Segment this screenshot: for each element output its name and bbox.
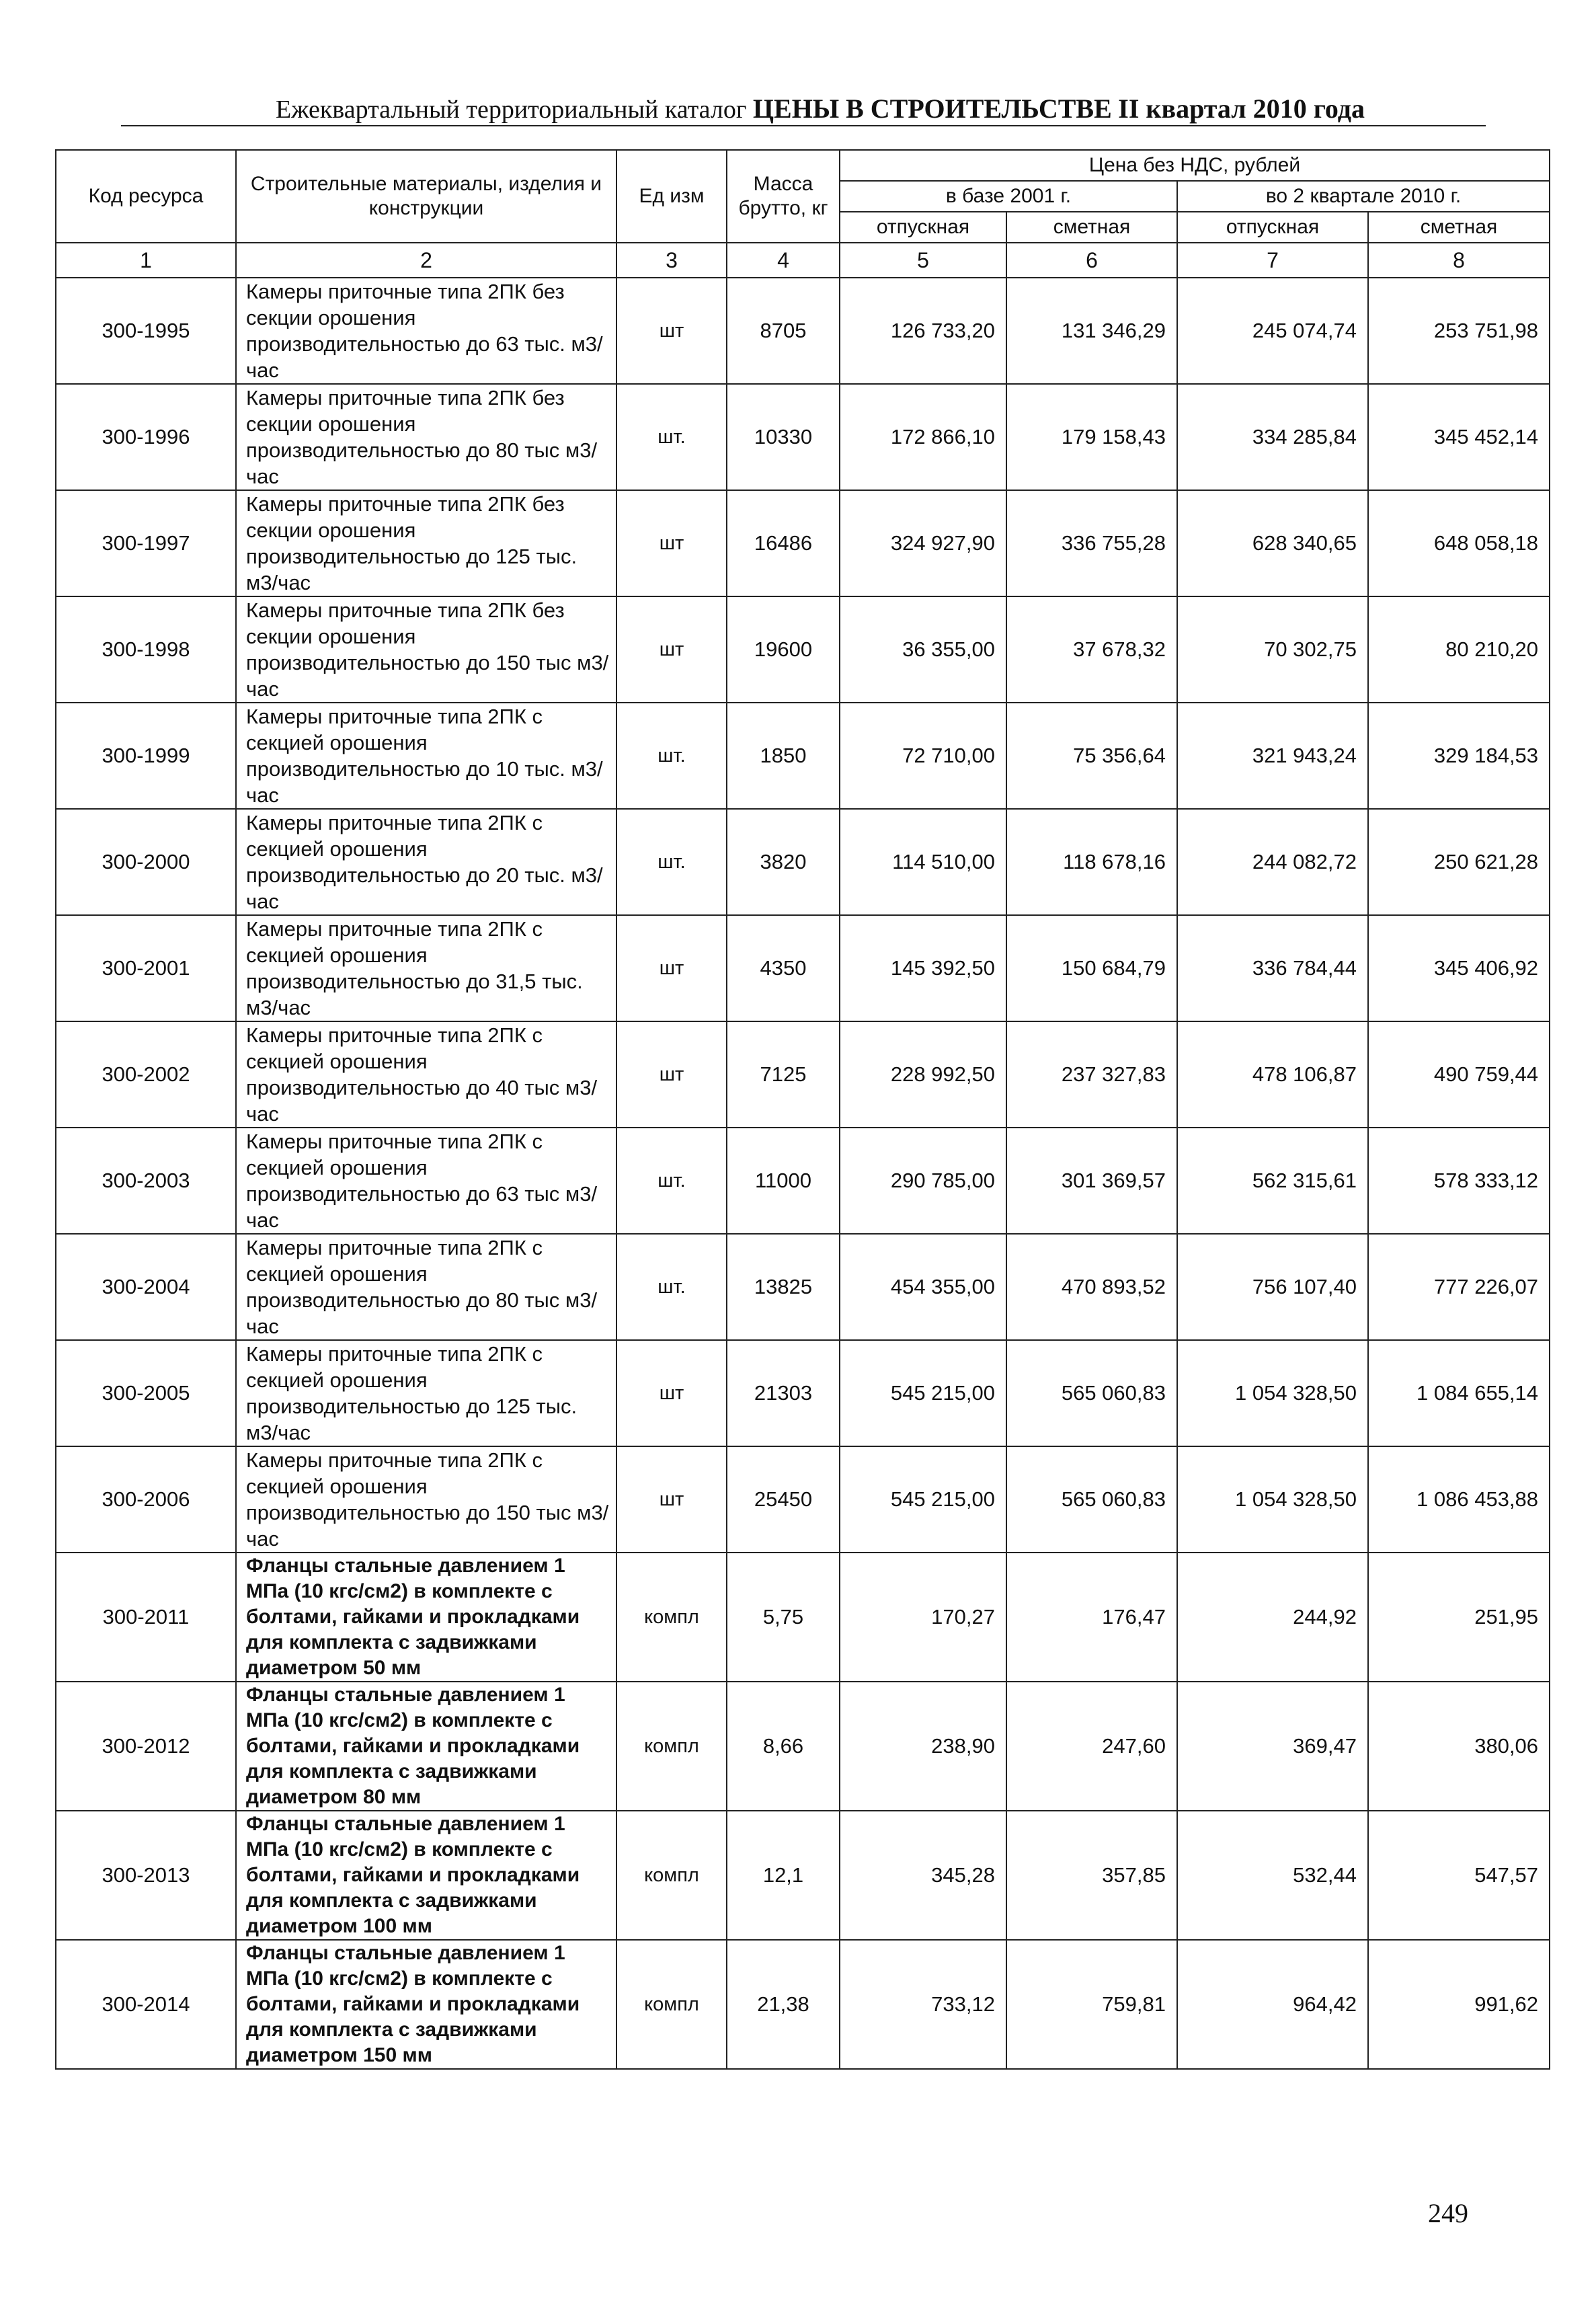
price-selling-2001: 36 355,00 <box>840 596 1006 703</box>
material-description: Камеры приточные типа 2ПК без секции орошения производительностью до 125 тыс. м3/час <box>236 490 616 596</box>
price-estimate-2001: 470 893,52 <box>1006 1234 1177 1340</box>
table-row <box>56 1553 1550 1682</box>
column-number: 2 <box>236 243 616 278</box>
unit-of-measure: шт <box>616 1446 727 1553</box>
unit-of-measure: шт <box>616 1021 727 1128</box>
table-row <box>56 278 1550 384</box>
price-estimate-2010: 578 333,12 <box>1368 1128 1550 1234</box>
material-description: Фланцы стальные давлением 1 МПа (10 кгс/см2) в комплекте с болтами, гайками и прокладками для комплекта с задвижками диаметром 50 мм <box>236 1553 616 1682</box>
resource-code: 300-1997 <box>56 490 236 596</box>
price-estimate-2001: 118 678,16 <box>1006 809 1177 915</box>
unit-of-measure: компл <box>616 1553 727 1682</box>
material-description: Камеры приточные типа 2ПК без секции орошения производительностью до 63 тыс. м3/час <box>236 278 616 384</box>
price-selling-2010: 244 082,72 <box>1177 809 1368 915</box>
page-header <box>121 89 1486 126</box>
header-q2-2010: во 2 квартале 2010 г. <box>1177 181 1550 212</box>
material-description: Камеры приточные типа 2ПК с секцией орошения производительностью до 125 тыс. м3/час <box>236 1340 616 1446</box>
material-description: Камеры приточные типа 2ПК без секции орошения производительностью до 150 тыс м3/час <box>236 596 616 703</box>
price-estimate-2010: 251,95 <box>1368 1553 1550 1682</box>
resource-code: 300-1995 <box>56 278 236 384</box>
resource-code: 300-2002 <box>56 1021 236 1128</box>
material-description: Фланцы стальные давлением 1 МПа (10 кгс/см2) в комплекте с болтами, гайками и прокладками для комплекта с задвижками диаметром 100 мм <box>236 1811 616 1940</box>
material-description: Камеры приточные типа 2ПК без секции орошения производительностью до 80 тыс м3/час <box>236 384 616 490</box>
price-selling-2010: 321 943,24 <box>1177 703 1368 809</box>
unit-of-measure: компл <box>616 1682 727 1811</box>
table-row <box>56 809 1550 915</box>
price-estimate-2001: 759,81 <box>1006 1940 1177 2069</box>
material-description: Камеры приточные типа 2ПК с секцией орошения производительностью до 10 тыс. м3/час <box>236 703 616 809</box>
column-number: 8 <box>1368 243 1550 278</box>
resource-code: 300-2014 <box>56 1940 236 2069</box>
price-estimate-2010: 490 759,44 <box>1368 1021 1550 1128</box>
price-estimate-2010: 648 058,18 <box>1368 490 1550 596</box>
gross-mass: 19600 <box>727 596 840 703</box>
header-material: Строительные материалы, изделия и конструкции <box>236 150 616 243</box>
price-estimate-2010: 991,62 <box>1368 1940 1550 2069</box>
table-row <box>56 1128 1550 1234</box>
unit-of-measure: шт <box>616 1340 727 1446</box>
price-estimate-2001: 150 684,79 <box>1006 915 1177 1021</box>
material-description: Камеры приточные типа 2ПК с секцией орошения производительностью до 31,5 тыс. м3/час <box>236 915 616 1021</box>
unit-of-measure: шт <box>616 278 727 384</box>
table-row <box>56 490 1550 596</box>
table-row <box>56 1340 1550 1446</box>
price-selling-2010: 336 784,44 <box>1177 915 1368 1021</box>
gross-mass: 11000 <box>727 1128 840 1234</box>
price-selling-2001: 145 392,50 <box>840 915 1006 1021</box>
gross-mass: 25450 <box>727 1446 840 1553</box>
unit-of-measure: компл <box>616 1940 727 2069</box>
material-description: Камеры приточные типа 2ПК с секцией орошения производительностью до 150 тыс м3/час <box>236 1446 616 1553</box>
price-selling-2010: 245 074,74 <box>1177 278 1368 384</box>
price-estimate-2001: 237 327,83 <box>1006 1021 1177 1128</box>
gross-mass: 21303 <box>727 1340 840 1446</box>
resource-code: 300-2006 <box>56 1446 236 1553</box>
column-number: 4 <box>727 243 840 278</box>
unit-of-measure: компл <box>616 1811 727 1940</box>
header-estimate-2001: сметная <box>1006 212 1177 243</box>
gross-mass: 16486 <box>727 490 840 596</box>
price-estimate-2001: 301 369,57 <box>1006 1128 1177 1234</box>
price-estimate-2010: 1 084 655,14 <box>1368 1340 1550 1446</box>
gross-mass: 4350 <box>727 915 840 1021</box>
price-selling-2010: 244,92 <box>1177 1553 1368 1682</box>
gross-mass: 3820 <box>727 809 840 915</box>
gross-mass: 13825 <box>727 1234 840 1340</box>
column-number: 3 <box>616 243 727 278</box>
gross-mass: 7125 <box>727 1021 840 1128</box>
unit-of-measure: шт. <box>616 384 727 490</box>
table-row <box>56 1021 1550 1128</box>
price-selling-2001: 345,28 <box>840 1811 1006 1940</box>
resource-code: 300-1999 <box>56 703 236 809</box>
header-title <box>276 93 1365 124</box>
price-selling-2001: 170,27 <box>840 1553 1006 1682</box>
price-estimate-2010: 80 210,20 <box>1368 596 1550 703</box>
price-estimate-2001: 176,47 <box>1006 1553 1177 1682</box>
price-selling-2010: 334 285,84 <box>1177 384 1368 490</box>
header-mass: Масса брутто, кг <box>727 150 840 243</box>
price-estimate-2010: 250 621,28 <box>1368 809 1550 915</box>
unit-of-measure: шт. <box>616 703 727 809</box>
column-number: 5 <box>840 243 1006 278</box>
price-estimate-2010: 329 184,53 <box>1368 703 1550 809</box>
header-base-2001: в базе 2001 г. <box>840 181 1177 212</box>
price-selling-2010: 628 340,65 <box>1177 490 1368 596</box>
resource-code: 300-1998 <box>56 596 236 703</box>
table-row <box>56 1940 1550 2069</box>
price-selling-2010: 478 106,87 <box>1177 1021 1368 1128</box>
unit-of-measure: шт <box>616 596 727 703</box>
resource-code: 300-1996 <box>56 384 236 490</box>
price-selling-2001: 72 710,00 <box>840 703 1006 809</box>
gross-mass: 21,38 <box>727 1940 840 2069</box>
price-estimate-2001: 565 060,83 <box>1006 1340 1177 1446</box>
resource-code: 300-2001 <box>56 915 236 1021</box>
material-description: Камеры приточные типа 2ПК с секцией орошения производительностью до 40 тыс м3/час <box>236 1021 616 1128</box>
column-number-row <box>56 243 1550 278</box>
price-selling-2010: 1 054 328,50 <box>1177 1340 1368 1446</box>
material-description: Камеры приточные типа 2ПК с секцией орошения производительностью до 80 тыс м3/час <box>236 1234 616 1340</box>
unit-of-measure: шт. <box>616 1128 727 1234</box>
resource-code: 300-2004 <box>56 1234 236 1340</box>
price-selling-2010: 70 302,75 <box>1177 596 1368 703</box>
price-estimate-2001: 357,85 <box>1006 1811 1177 1940</box>
unit-of-measure: шт. <box>616 809 727 915</box>
header-selling-2010: отпускная <box>1177 212 1368 243</box>
table-row <box>56 1446 1550 1553</box>
column-number: 1 <box>56 243 236 278</box>
price-selling-2001: 114 510,00 <box>840 809 1006 915</box>
header-estimate-2010: сметная <box>1368 212 1550 243</box>
unit-of-measure: шт <box>616 490 727 596</box>
price-estimate-2010: 1 086 453,88 <box>1368 1446 1550 1553</box>
header-selling-2001: отпускная <box>840 212 1006 243</box>
header-price: Цена без НДС, рублей <box>840 150 1550 181</box>
table-row <box>56 1234 1550 1340</box>
resource-code: 300-2003 <box>56 1128 236 1234</box>
price-selling-2001: 454 355,00 <box>840 1234 1006 1340</box>
price-selling-2010: 756 107,40 <box>1177 1234 1368 1340</box>
material-description: Фланцы стальные давлением 1 МПа (10 кгс/см2) в комплекте с болтами, гайками и прокладками для комплекта с задвижками диаметром 80 мм <box>236 1682 616 1811</box>
header-unit: Ед изм <box>616 150 727 243</box>
price-selling-2010: 1 054 328,50 <box>1177 1446 1368 1553</box>
price-estimate-2010: 380,06 <box>1368 1682 1550 1811</box>
gross-mass: 10330 <box>727 384 840 490</box>
price-selling-2010: 562 315,61 <box>1177 1128 1368 1234</box>
price-selling-2001: 324 927,90 <box>840 490 1006 596</box>
table-row <box>56 596 1550 703</box>
gross-mass: 8,66 <box>727 1682 840 1811</box>
resource-code: 300-2000 <box>56 809 236 915</box>
price-estimate-2001: 336 755,28 <box>1006 490 1177 596</box>
price-selling-2010: 532,44 <box>1177 1811 1368 1940</box>
resource-code: 300-2011 <box>56 1553 236 1682</box>
price-selling-2001: 238,90 <box>840 1682 1006 1811</box>
table-row <box>56 1682 1550 1811</box>
price-selling-2010: 964,42 <box>1177 1940 1368 2069</box>
gross-mass: 12,1 <box>727 1811 840 1940</box>
gross-mass: 8705 <box>727 278 840 384</box>
header-code: Код ресурса <box>56 150 236 243</box>
column-number: 7 <box>1177 243 1368 278</box>
price-estimate-2010: 345 406,92 <box>1368 915 1550 1021</box>
resource-code: 300-2005 <box>56 1340 236 1446</box>
price-estimate-2001: 37 678,32 <box>1006 596 1177 703</box>
gross-mass: 5,75 <box>727 1553 840 1682</box>
price-estimate-2010: 547,57 <box>1368 1811 1550 1940</box>
price-selling-2001: 545 215,00 <box>840 1340 1006 1446</box>
unit-of-measure: шт. <box>616 1234 727 1340</box>
resource-code: 300-2013 <box>56 1811 236 1940</box>
price-estimate-2010: 777 226,07 <box>1368 1234 1550 1340</box>
price-estimate-2001: 179 158,43 <box>1006 384 1177 490</box>
price-selling-2001: 172 866,10 <box>840 384 1006 490</box>
unit-of-measure: шт <box>616 915 727 1021</box>
page-number: 249 <box>1428 2198 1468 2228</box>
price-selling-2001: 545 215,00 <box>840 1446 1006 1553</box>
price-estimate-2010: 253 751,98 <box>1368 278 1550 384</box>
material-description: Камеры приточные типа 2ПК с секцией орошения производительностью до 63 тыс м3/час <box>236 1128 616 1234</box>
price-selling-2001: 290 785,00 <box>840 1128 1006 1234</box>
table-row <box>56 915 1550 1021</box>
material-description: Фланцы стальные давлением 1 МПа (10 кгс/см2) в комплекте с болтами, гайками и прокладками для комплекта с задвижками диаметром 150 мм <box>236 1940 616 2069</box>
price-selling-2001: 126 733,20 <box>840 278 1006 384</box>
price-estimate-2001: 131 346,29 <box>1006 278 1177 384</box>
price-estimate-2001: 75 356,64 <box>1006 703 1177 809</box>
table-row <box>56 1811 1550 1940</box>
header-period: II квартал 2010 года <box>1118 93 1365 124</box>
table-row <box>56 384 1550 490</box>
gross-mass: 1850 <box>727 703 840 809</box>
table-row <box>56 703 1550 809</box>
price-table <box>55 149 1550 2070</box>
price-estimate-2001: 565 060,83 <box>1006 1446 1177 1553</box>
header-catalog-title: ЦЕНЫ В СТРОИТЕЛЬСТВЕ <box>752 93 1112 124</box>
price-selling-2001: 733,12 <box>840 1940 1006 2069</box>
resource-code: 300-2012 <box>56 1682 236 1811</box>
price-selling-2001: 228 992,50 <box>840 1021 1006 1128</box>
material-description: Камеры приточные типа 2ПК с секцией орошения производительностью до 20 тыс. м3/час <box>236 809 616 915</box>
header-prefix: Ежеквартальный территориальный каталог <box>276 95 747 124</box>
column-number: 6 <box>1006 243 1177 278</box>
price-selling-2010: 369,47 <box>1177 1682 1368 1811</box>
price-estimate-2001: 247,60 <box>1006 1682 1177 1811</box>
price-estimate-2010: 345 452,14 <box>1368 384 1550 490</box>
